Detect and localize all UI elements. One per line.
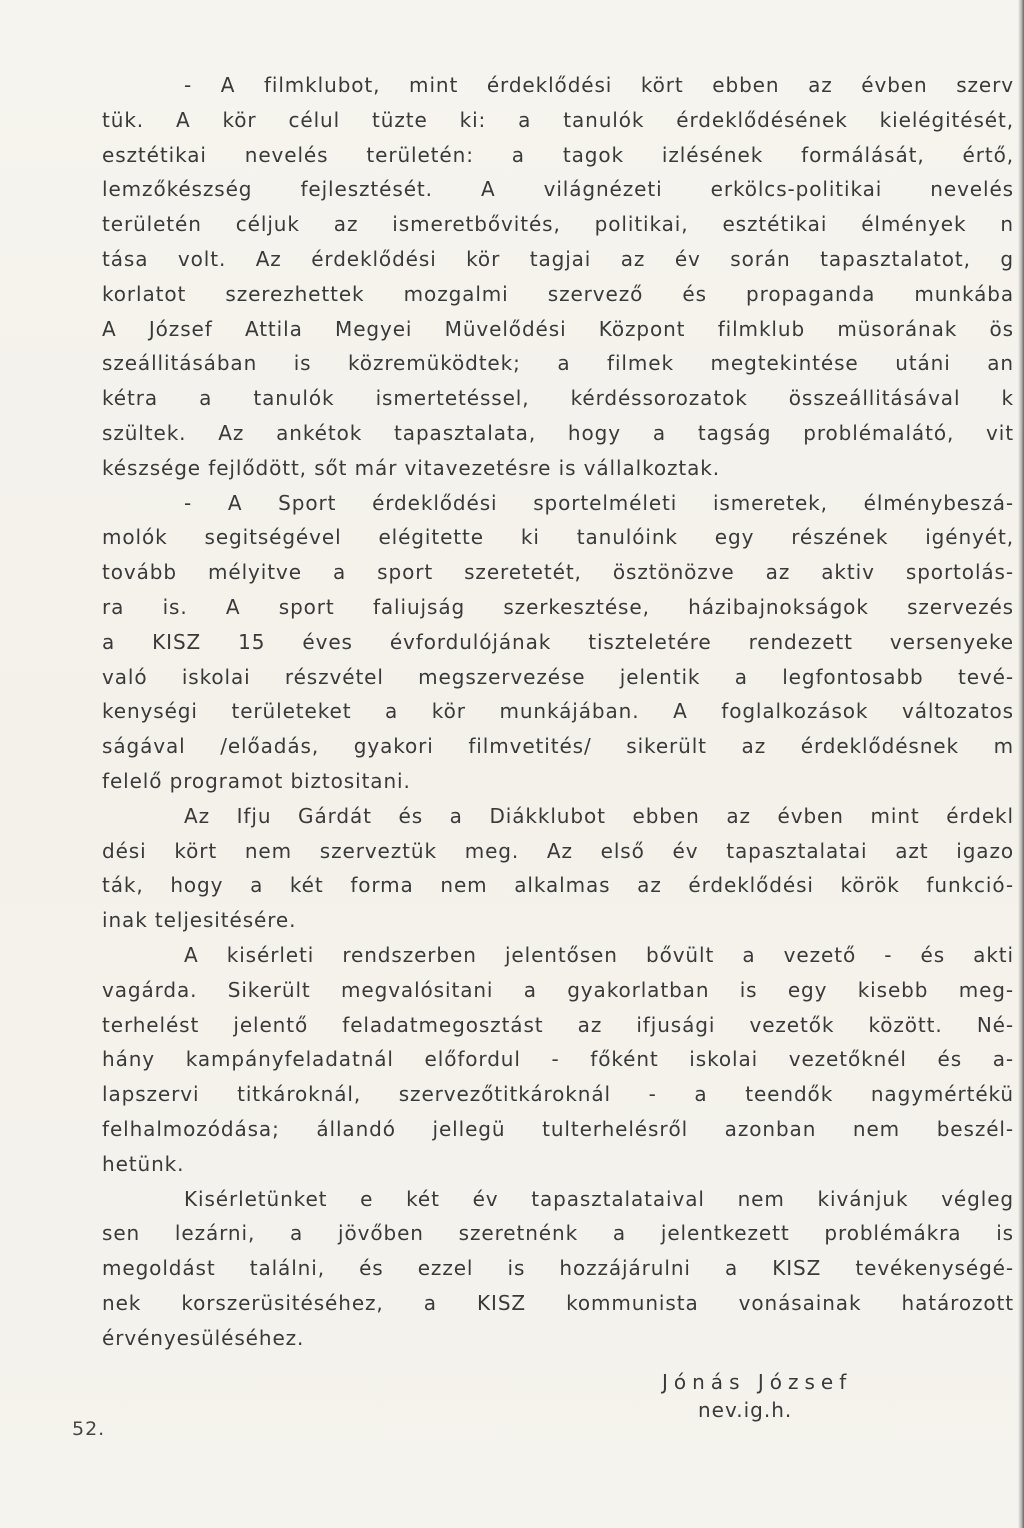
text-line: sen lezárni, a jövőben szeretnénk a jelentkezett problémákra is xyxy=(102,1221,1014,1246)
text-line: felhalmozódása; állandó jellegü tulterhelésről azonban nem beszél- xyxy=(102,1116,1014,1141)
text-line: hány kampányfeladatnál előfordul - főként iskolai vezetőknél és a- xyxy=(102,1047,1014,1072)
text-line: dési kört nem szerveztük meg. Az első év tapasztalatai azt igazo xyxy=(102,838,1014,863)
text-line: kétra a tanulók ismertetéssel, kérdéssorozatok összeállitásával k xyxy=(102,386,1014,411)
text-line: molók segitségével elégitette ki tanulóink egy részének igényét, xyxy=(102,525,1014,550)
text-line: nek korszerüsitéséhez, a KISZ kommunista vonásainak határozott xyxy=(102,1290,1014,1315)
text-line: Kisérletünket e két év tapasztalataival nem kivánjuk végleg xyxy=(184,1186,1014,1211)
text-line: esztétikai nevelés területén: a tagok izlésének formálását, értő, xyxy=(102,142,1014,167)
text-line: vagárda. Sikerült megvalósitani a gyakorlatban is egy kisebb meg- xyxy=(102,977,1014,1002)
page-edge-shadow xyxy=(1018,0,1024,1528)
text-line: ságával /előadás, gyakori filmvetités/ sikerült az érdeklődésnek m xyxy=(102,734,1014,759)
text-line: szültek. Az ankétok tapasztalata, hogy a tagság problémalátó, vit xyxy=(102,420,1014,445)
text-line: tük. A kör célul tüzte ki: a tanulók érdeklődésének kielégitését, xyxy=(102,107,1014,132)
text-line: a KISZ 15 éves évfordulójának tiszteletére rendezett versenyeke xyxy=(102,629,1014,654)
text-line: lemzőkészség fejlesztését. A világnézeti erkölcs-politikai nevelés xyxy=(102,177,1014,202)
text-line: korlatot szerezhettek mozgalmi szervező és propaganda munkába xyxy=(102,281,1014,306)
text-line: tása volt. Az érdeklődési kör tagjai az év során tapasztalatot, g xyxy=(102,246,1014,271)
text-line: - A filmklubot, mint érdeklődési kört ebben az évben szerv xyxy=(184,73,1014,97)
text-line: lapszervi titkároknál, szervezőtitkároknál - a teendők nagymértékü xyxy=(102,1082,1014,1107)
text-line: A kisérleti rendszerben jelentősen bővült a vezető - és akti xyxy=(184,942,1014,967)
text-line: területén céljuk az ismeretbővités, politikai, esztétikai élmények n xyxy=(102,212,1014,237)
text-line: - A Sport érdeklődési sportelméleti ismeretek, élménybeszá- xyxy=(184,490,1014,515)
text-line: megoldást találni, és ezzel is hozzájárulni a KISZ tevékenységé- xyxy=(102,1256,1014,1281)
page-number: 52. xyxy=(72,1418,106,1440)
signature-block xyxy=(662,1368,942,1424)
text-line: szeállitásában is közremüködtek; a filmek megtekintése utáni an xyxy=(102,351,1014,376)
text-line: inak teljesitésére. xyxy=(102,908,297,933)
text-line: A József Attila Megyei Müvelődési Központ filmklub müsorának ös xyxy=(102,316,1014,341)
text-line: ták, hogy a két forma nem alkalmas az érdeklődési körök funkció- xyxy=(102,873,1014,898)
text-line: való iskolai részvétel megszervezése jelentik a legfontosabb tevé- xyxy=(102,664,1014,689)
text-line: készsége fejlődött, sőt már vitavezetésre is vállalkoztak. xyxy=(102,455,721,480)
text-line: tovább mélyitve a sport szeretetét, ösztönözve az aktiv sportolás- xyxy=(102,560,1014,585)
text-line: felelő programot biztositani. xyxy=(102,768,411,793)
signature-title: nev.ig.h. xyxy=(698,1398,793,1422)
signature-name: Jónás József xyxy=(662,1370,853,1394)
text-line: érvényesüléséhez. xyxy=(102,1325,305,1350)
text-line: ra is. A sport faliujság szerkesztése, házibajnokságok szervezés xyxy=(102,594,1014,619)
text-line: kenységi területeket a kör munkájában. A foglalkozások változatos xyxy=(102,699,1014,724)
body-text xyxy=(102,68,1014,1355)
text-line: hetünk. xyxy=(102,1151,185,1176)
text-line: Az Ifju Gárdát és a Diákklubot ebben az évben mint érdekl xyxy=(184,803,1014,828)
text-line: terhelést jelentő feladatmegosztást az ifjusági vezetők között. Né- xyxy=(102,1012,1014,1037)
